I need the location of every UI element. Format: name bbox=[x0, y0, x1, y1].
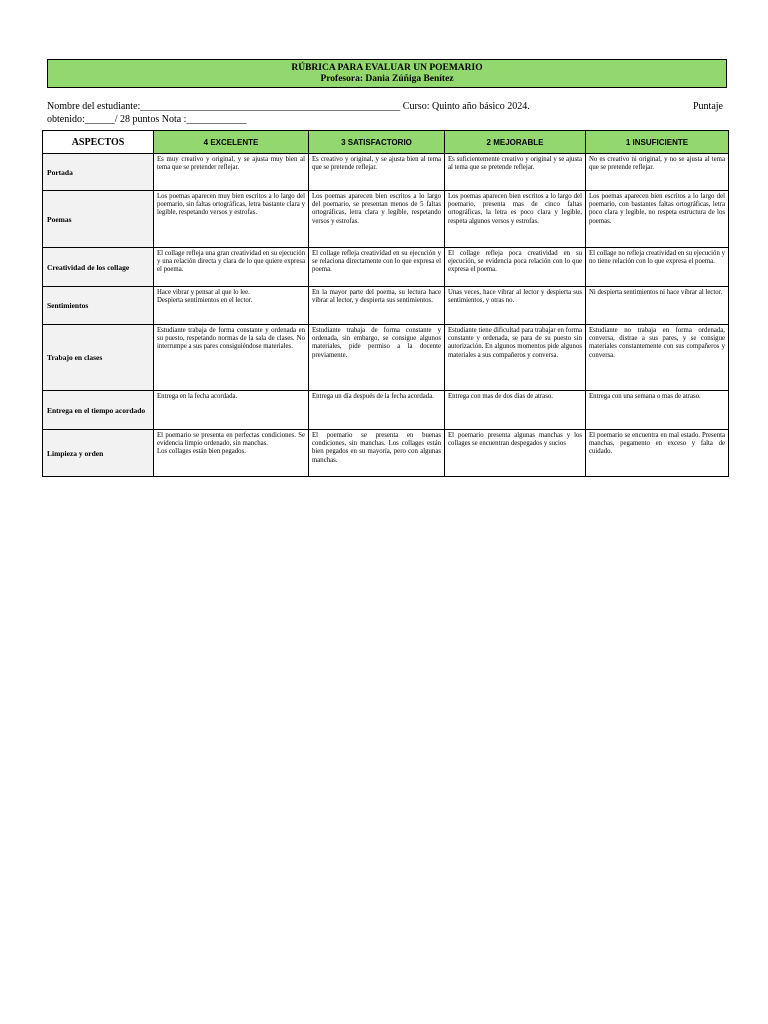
teacher-name: Profesora: Dania Zúñiga Benítez bbox=[320, 74, 454, 84]
document-title: RÚBRICA PARA EVALUAR UN POEMARIO bbox=[291, 63, 483, 73]
criteria-cell bbox=[154, 248, 309, 287]
criteria-cell bbox=[309, 430, 445, 477]
criteria-text: Los poemas aparecen bien escritos a lo largo del poemario, presenta mas de cinco faltas ortográficas, la letra es poco clara y legible, respeta algunos versos y estrofas. bbox=[448, 193, 582, 225]
table-row bbox=[43, 430, 729, 477]
criteria-text: Los poemas aparecen bien escritos a lo largo del poemario, se presentan menos de 5 faltas ortográficas, letra clara y legible, respetando versos y estrofas. bbox=[312, 193, 441, 225]
criteria-text: Entrega con mas de dos días de atraso. bbox=[448, 393, 553, 400]
aspect-label: Portada bbox=[43, 154, 154, 191]
criteria-cell bbox=[154, 391, 309, 430]
criteria-cell bbox=[586, 391, 729, 430]
criteria-text: Ni despierta sentimientos ni hace vibrar al lector. bbox=[589, 289, 723, 296]
criteria-text: El collage refleja poca creatividad en su ejecución, se evidencia poca relación con lo que expresa el poema. bbox=[448, 250, 582, 274]
criteria-text: Los collages están bien pegados. bbox=[157, 448, 246, 456]
criteria-cell bbox=[154, 325, 309, 391]
column-header-satisfactorio: 3 SATISFACTORIO bbox=[309, 131, 445, 154]
column-header-mejorable: 2 MEJORABLE bbox=[445, 131, 586, 154]
aspect-label: Poemas bbox=[43, 191, 154, 248]
criteria-text: Entrega un día después de la fecha acordada. bbox=[312, 393, 434, 400]
criteria-text: El collage refleja creatividad en su ejecución y se relaciona directamente con lo que expresa el poema. bbox=[312, 250, 441, 274]
criteria-text: Los poemas aparecen bien escritos a lo largo del poemario, con bastantes faltas ortográficas, letra poco clara y legible, no respeta estructura de los poemas. bbox=[589, 193, 725, 225]
criteria-text: Es creativo y original, y se ajusta bien al tema que se pretende reflejar. bbox=[312, 156, 441, 172]
table-row bbox=[43, 325, 729, 391]
criteria-cell bbox=[445, 325, 586, 391]
criteria-cell bbox=[586, 430, 729, 477]
criteria-cell bbox=[586, 248, 729, 287]
column-header-excelente: 4 EXCELENTE bbox=[154, 131, 309, 154]
student-info bbox=[47, 100, 723, 126]
aspect-label: Limpieza y orden bbox=[43, 430, 154, 477]
criteria-text: El poemario se presenta en buenas condiciones, sin manchas. Los collages están bien pegados en su mayoría, pero con algunas manchas. bbox=[312, 432, 441, 464]
criteria-text: En la mayor parte del poema, su lectura hace vibrar al lector, y despierta sus sentimientos. bbox=[312, 289, 441, 305]
criteria-text: El poemario se presenta en perfectas condiciones. Se evidencia limpio ordenado, sin manchas. bbox=[157, 432, 305, 448]
criteria-cell bbox=[309, 325, 445, 391]
score-grade-line: obtenido:______/ 28 puntos Nota :____________ bbox=[47, 114, 247, 125]
criteria-text: El collage no refleja creatividad en su ejecución y no tiene relación con lo que expresa el poema. bbox=[589, 250, 725, 266]
criteria-text: El poemario presenta algunas manchas y los collages se encuentran despegados y sucios bbox=[448, 432, 582, 448]
table-row bbox=[43, 287, 729, 325]
criteria-cell bbox=[445, 391, 586, 430]
criteria-cell bbox=[309, 248, 445, 287]
criteria-cell bbox=[586, 154, 729, 191]
criteria-cell bbox=[309, 287, 445, 325]
criteria-text: Los poemas aparecen muy bien escritos a lo largo del poemario, sin faltas ortográficas, letra bastante clara y legible, respetando versos y estrofas. bbox=[157, 193, 305, 217]
criteria-cell bbox=[154, 191, 309, 248]
criteria-text: Entrega en la fecha acordada. bbox=[157, 393, 238, 400]
criteria-text: Estudiante tiene dificultad para trabajar en forma constante y ordenada, se para de su puesto sin autorización. En algunos momentos pide algunos materiales a sus compañeros y conversa. bbox=[448, 327, 582, 359]
rubric-title-box bbox=[47, 59, 727, 88]
criteria-text: Hace vibrar y pensar al que lo lee. bbox=[157, 289, 250, 296]
criteria-text: Estudiante no trabaja en forma ordenada, conversa, distrae a sus pares, y se consigue materiales constantemente con sus compañeros y conversa. bbox=[589, 327, 725, 359]
criteria-cell bbox=[445, 430, 586, 477]
criteria-cell bbox=[445, 191, 586, 248]
criteria-text: Estudiante trabaja de forma constante y ordenada, sin embargo, se consigue algunos materiales, pide permiso a la docente previamente. bbox=[312, 327, 441, 359]
criteria-text: Despierta sentimientos en el lector. bbox=[157, 297, 253, 305]
criteria-text: El poemario se encuentra en mal estado. Presenta manchas, pegamento en exceso y falta de cuidado. bbox=[589, 432, 725, 456]
aspect-label: Sentimientos bbox=[43, 287, 154, 325]
aspect-label: Creatividad de los collage bbox=[43, 248, 154, 287]
criteria-text: Entrega con una semana o mas de atraso. bbox=[589, 393, 701, 400]
table-row bbox=[43, 248, 729, 287]
criteria-cell bbox=[445, 287, 586, 325]
criteria-cell bbox=[445, 154, 586, 191]
score-label: Puntaje bbox=[693, 101, 723, 112]
criteria-cell bbox=[309, 154, 445, 191]
criteria-text: El collage refleja una gran creatividad en su ejecución y una relación directa y clara de lo que quiere expresa el poema. bbox=[157, 250, 305, 274]
criteria-text: Es muy creativo y original, y se ajusta muy bien al tema que se pretender reflejar. bbox=[157, 156, 305, 172]
criteria-cell bbox=[154, 430, 309, 477]
criteria-cell bbox=[586, 325, 729, 391]
criteria-text: Es suficientemente creativo y original y se ajusta al tema que se pretende reflejar. bbox=[448, 156, 582, 172]
criteria-text: Unas veces, hace vibrar al lector y despierta sus sentimientos, y otras no. bbox=[448, 289, 582, 305]
column-header-aspects: ASPECTOS bbox=[43, 131, 154, 154]
criteria-text: No es creativo ni original, y no se ajusta al tema que se pretende reflejar. bbox=[589, 156, 725, 172]
student-name-course-line: Nombre del estudiante:____________________________________________________ Curso: Quinto año básico 2024. bbox=[47, 101, 530, 112]
criteria-cell bbox=[309, 191, 445, 248]
table-row bbox=[43, 191, 729, 248]
table-row bbox=[43, 154, 729, 191]
criteria-cell bbox=[586, 191, 729, 248]
rubric-table bbox=[42, 130, 729, 477]
criteria-cell bbox=[154, 154, 309, 191]
criteria-cell bbox=[154, 287, 309, 325]
criteria-cell bbox=[586, 287, 729, 325]
criteria-text: Estudiante trabaja de forma constante y ordenada en su puesto, respetando normas de la sala de clases. No interrumpe a sus pares consiguiéndose materiales. bbox=[157, 327, 305, 351]
table-row bbox=[43, 391, 729, 430]
aspect-label: Trabajo en clases bbox=[43, 325, 154, 391]
aspect-label: Entrega en el tiempo acordado bbox=[43, 391, 154, 430]
criteria-cell bbox=[445, 248, 586, 287]
criteria-cell bbox=[309, 391, 445, 430]
rubric-header-row bbox=[43, 131, 729, 154]
column-header-insuficiente: 1 INSUFICIENTE bbox=[586, 131, 729, 154]
